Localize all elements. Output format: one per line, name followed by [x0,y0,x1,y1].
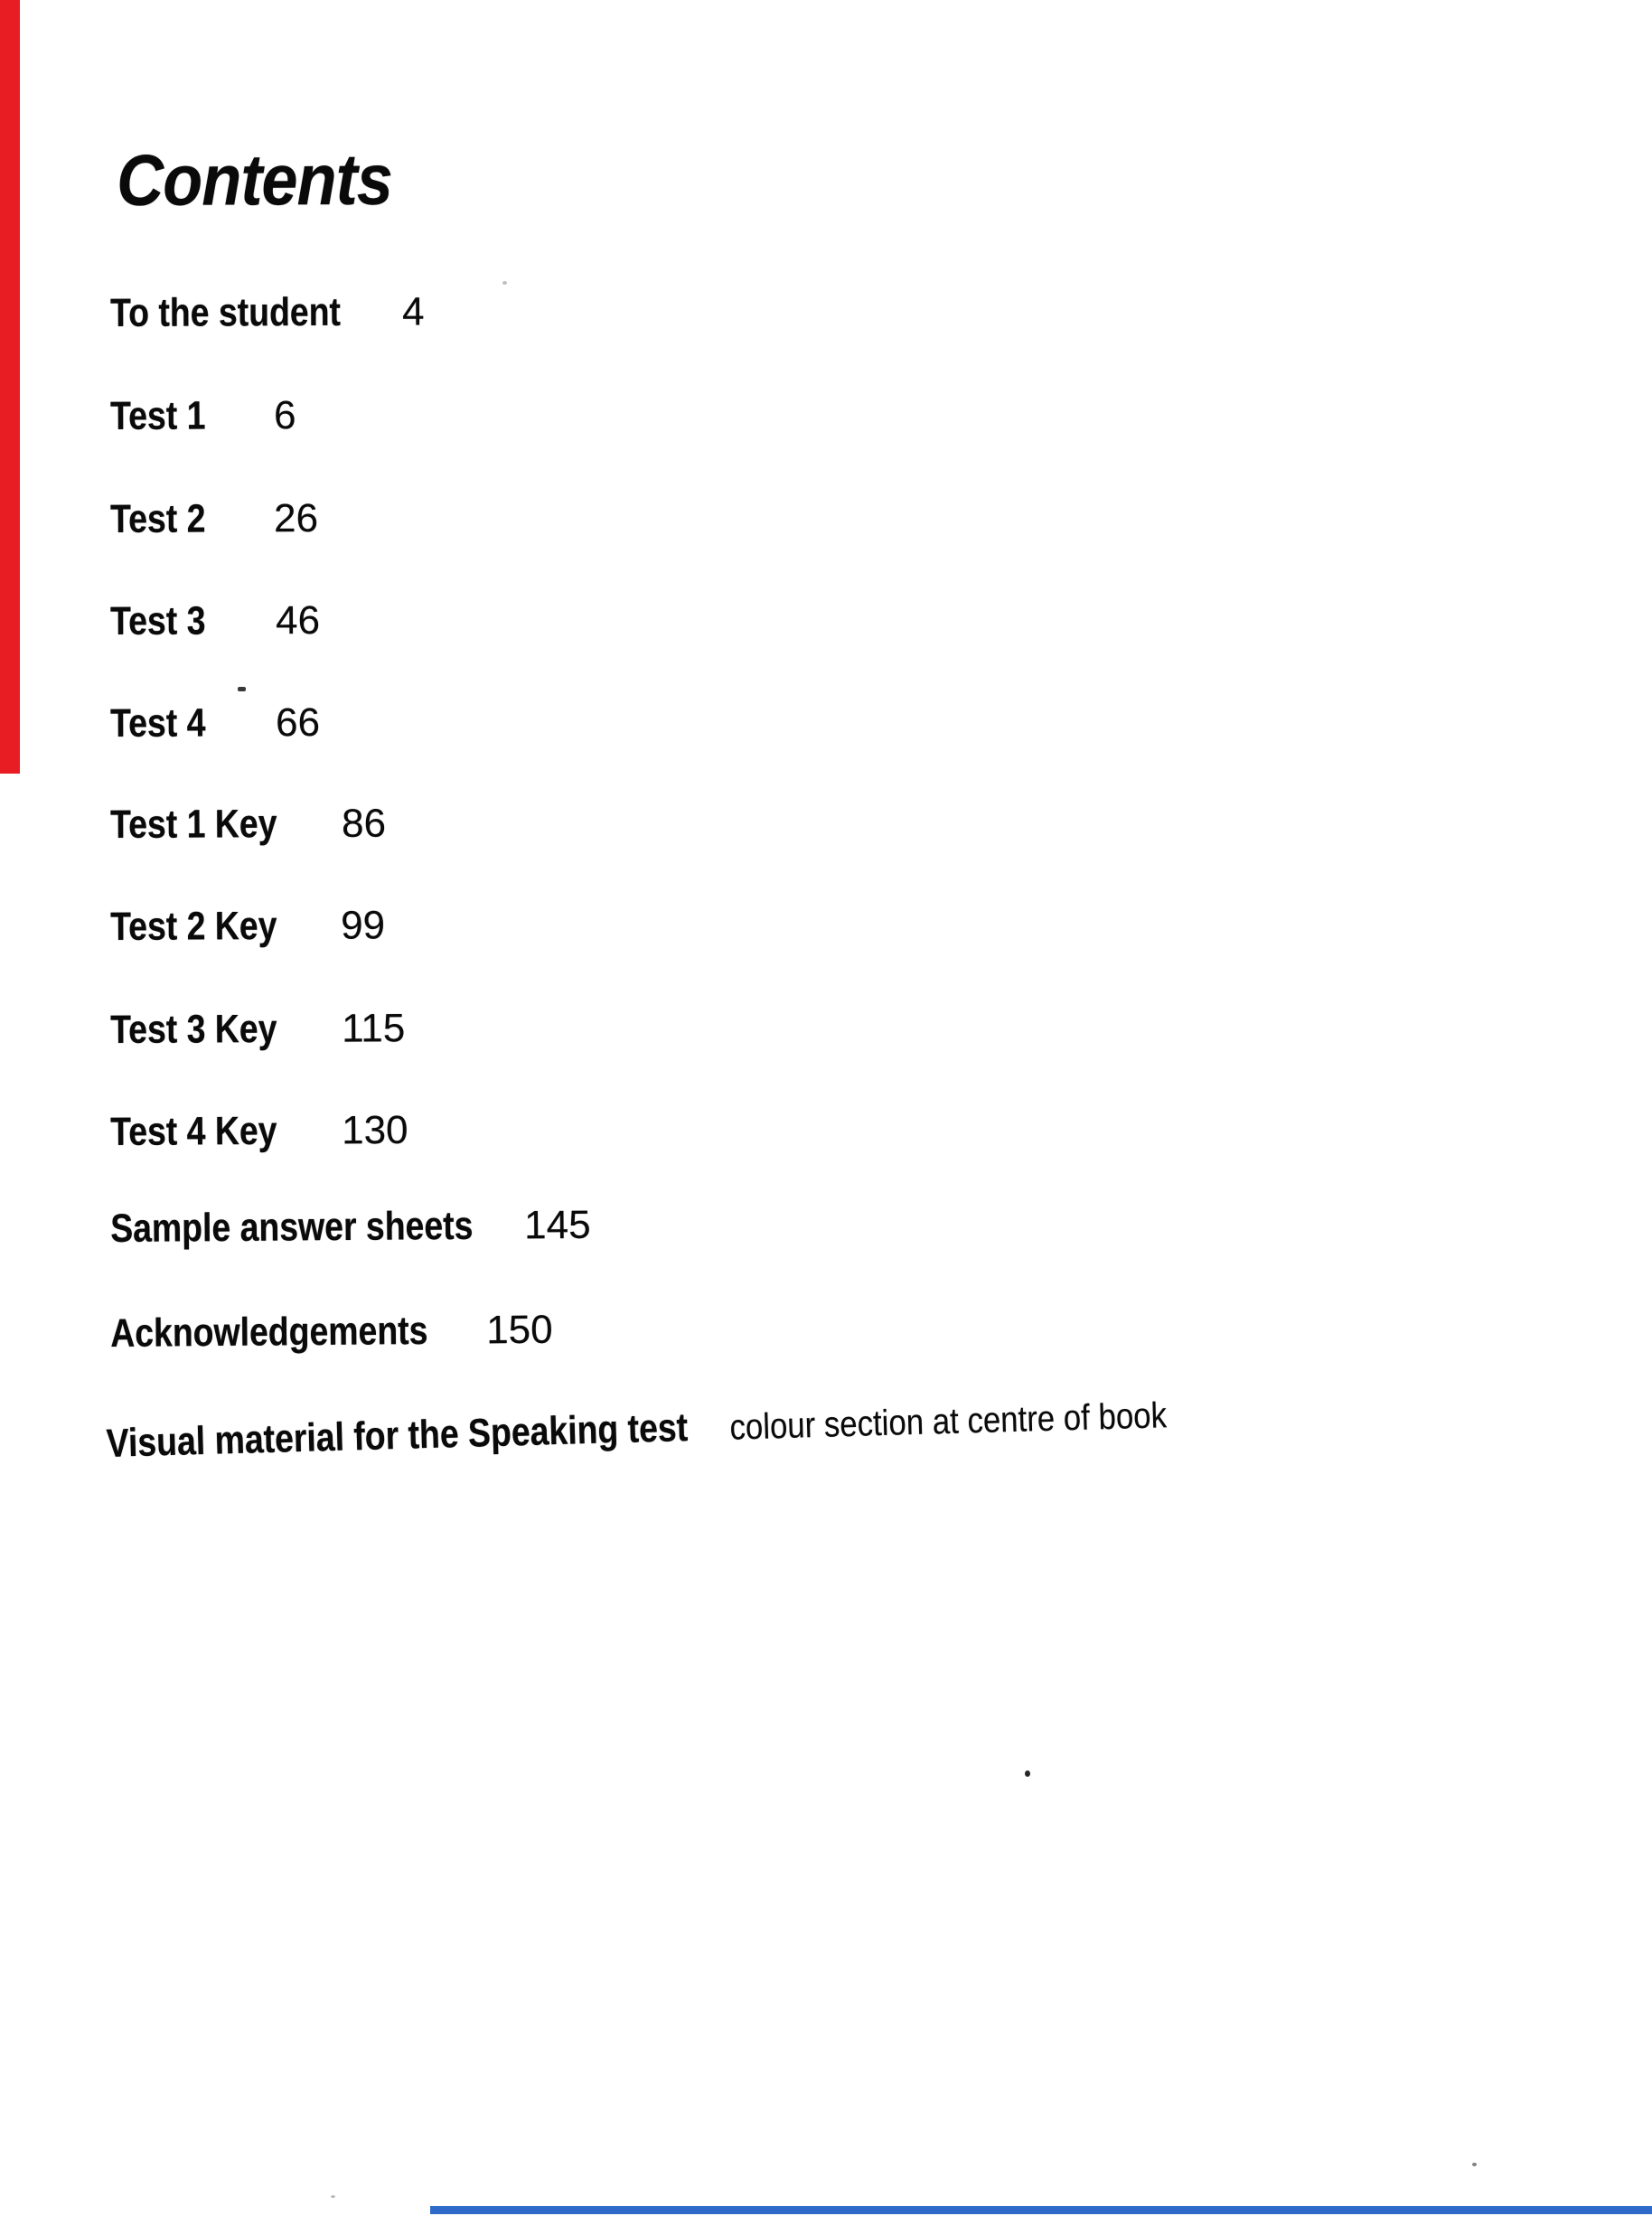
book-edge-blue-stripe [430,2206,1652,2214]
toc-entry-page: 150 [485,1307,553,1353]
toc-row-test-4-key [110,1101,1466,1160]
book-edge-red-stripe [0,0,20,774]
scan-speck [238,687,246,691]
toc-entry-page: 99 [341,903,386,948]
toc-entry-label: Test 4 Key [110,1108,277,1154]
toc-row-test-2 [110,490,1466,547]
toc-entry-label: Sample answer sheets [110,1203,474,1251]
toc-entry-page: 130 [342,1107,408,1153]
toc-row-acknowledgements [110,1299,1466,1361]
scan-speck [502,281,507,285]
toc-entry-page: 26 [274,495,319,541]
toc-entry-label: Test 2 Key [110,904,277,949]
toc-row-test-3-key [110,1000,1466,1057]
toc-entry-label: To the student [110,289,342,335]
toc-row-sample-answer-sheets [110,1195,1466,1256]
toc-row-test-1-key [110,795,1466,852]
toc-row-test-3 [110,592,1466,649]
toc-entry-label: Test 3 [110,598,206,643]
scan-speck [331,2195,335,2198]
toc-row-to-the-student [110,284,1466,341]
toc-entry-page: 6 [274,393,296,438]
toc-row-test-4 [110,694,1466,751]
toc-entry-label: Visual material for the Speaking test [106,1405,689,1466]
toc-entry-page: 115 [342,1006,406,1051]
toc-entry-label: Test 2 [110,496,206,541]
toc-entry-page: 145 [523,1202,591,1248]
toc-entry-page: 4 [402,289,425,334]
toc-entry-note: colour section at centre of book [728,1395,1168,1448]
toc-row-test-1 [110,387,1466,444]
toc-row-visual-material [106,1383,1462,1471]
toc-entry-label: Test 1 [110,393,206,438]
toc-entry-label: Acknowledgements [110,1308,428,1356]
toc-row-test-2-key [110,897,1466,954]
scan-speck [1472,2163,1477,2166]
toc-entry-label: Test 4 [110,700,206,746]
scan-speck [1025,1770,1030,1777]
toc-entry-page: 66 [276,700,321,746]
page-title: Contents [116,138,393,221]
toc-entry-label: Test 3 Key [110,1007,277,1052]
toc-entry-label: Test 1 Key [110,802,277,847]
toc-entry-page: 86 [342,801,387,846]
toc-entry-page: 46 [276,597,321,643]
